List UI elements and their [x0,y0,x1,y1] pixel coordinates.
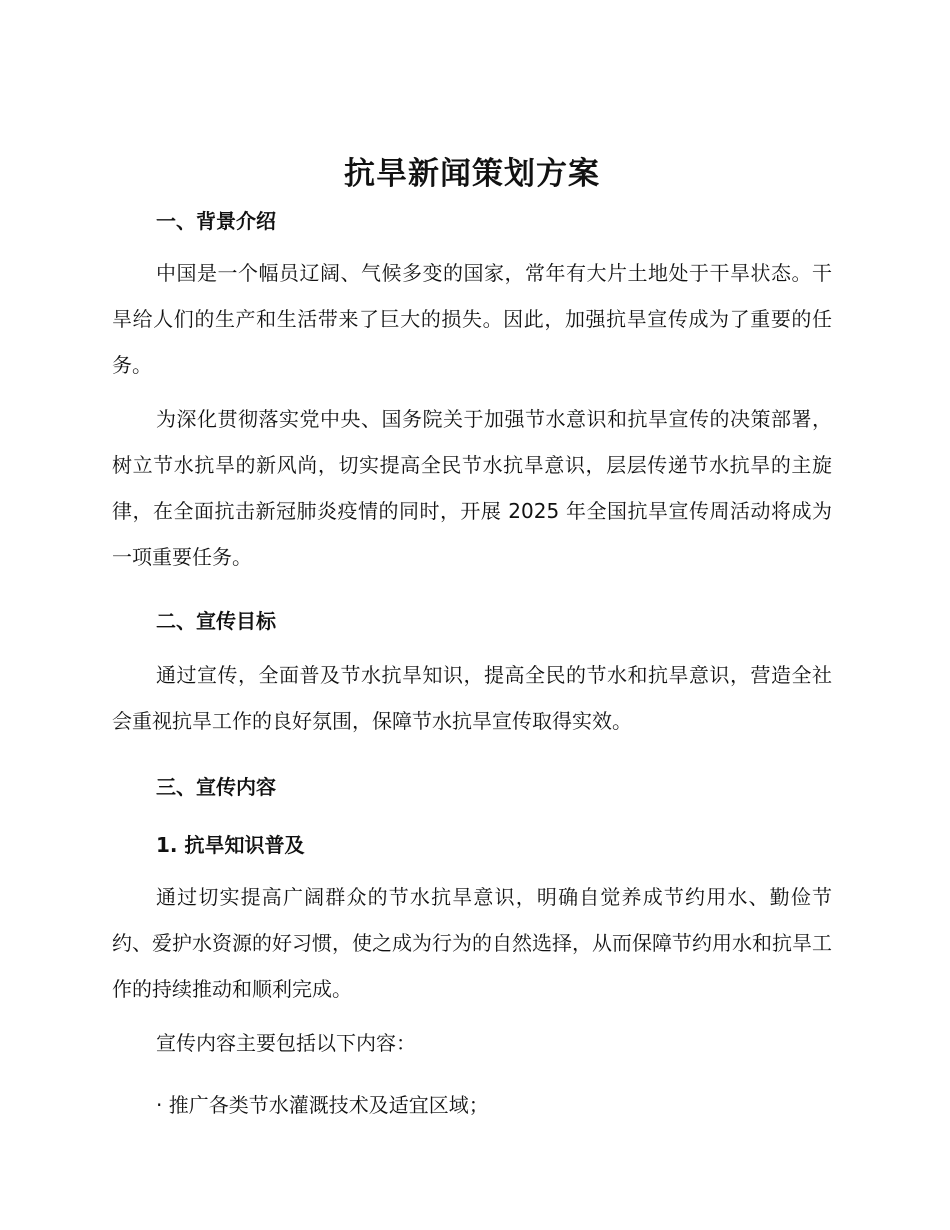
document-page [112,148,832,1120]
paragraph-background-1: 中国是一个幅员辽阔、气候多变的国家，常年有大片土地处于干旱状态。干旱给人们的生产和生活带来了巨大的损失。因此，加强抗旱宣传成为了重要的任务。 [112,261,832,377]
subheading-drought-knowledge: 1. 抗旱知识普及 [156,833,305,857]
section-heading-content: 三、宣传内容 [156,775,276,799]
paragraph-content: 通过切实提高广阔群众的节水抗旱意识，明确自觉养成节约用水、勤俭节约、爱护水资源的好习惯，使之成为行为的自然选择，从而保障节约用水和抗旱工作的持续推动和顺利完成。 [112,885,832,1001]
paragraph-content-intro: 宣传内容主要包括以下内容： [156,1031,416,1055]
document-title: 抗旱新闻策划方案 [344,156,600,192]
paragraph-background-2: 为深化贯彻落实党中央、国务院关于加强节水意识和抗旱宣传的决策部署，树立节水抗旱的新风尚，切实提高全民节水抗旱意识，层层传递节水抗旱的主旋律，在全面抗击新冠肺炎疫情的同时，开展 2025 年全国抗旱宣传周活动将成为一项重要任务。 [112,407,832,569]
section-heading-background: 一、背景介绍 [156,209,276,233]
paragraph-goal: 通过宣传，全面普及节水抗旱知识，提高全民的节水和抗旱意识，营造全社会重视抗旱工作的良好氛围，保障节水抗旱宣传取得实效。 [112,663,832,733]
section-heading-goal: 二、宣传目标 [156,609,276,633]
list-item: · 推广各类节水灌溉技术及适宜区域； [156,1093,489,1117]
